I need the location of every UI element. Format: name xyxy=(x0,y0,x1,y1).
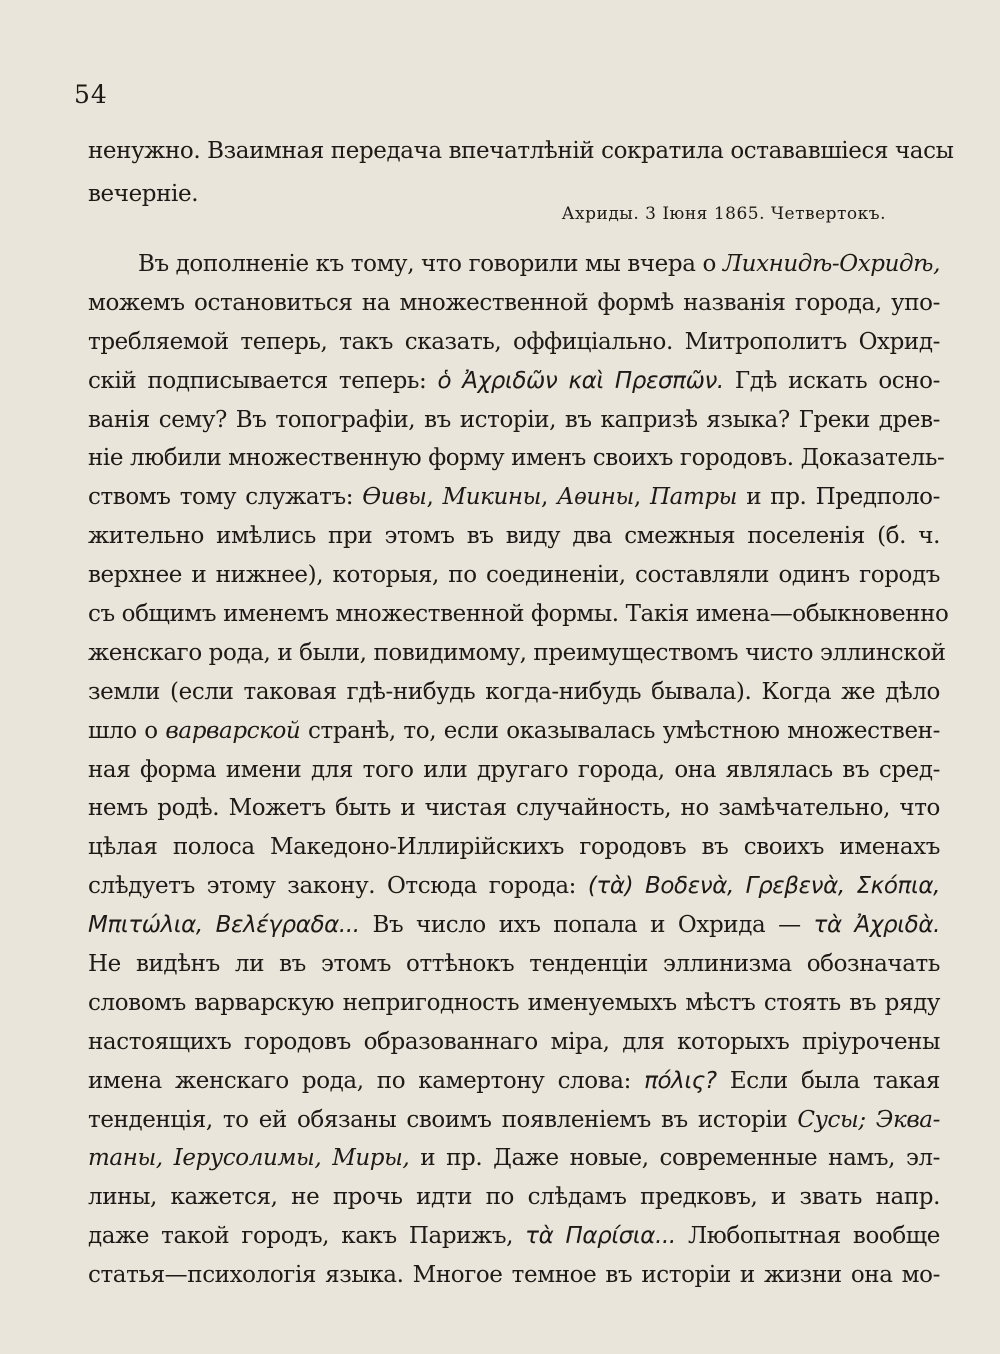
text-line xyxy=(88,634,946,673)
text-line xyxy=(88,284,940,323)
italic-text: Ѳивы xyxy=(362,484,427,511)
text-run: , xyxy=(426,484,443,511)
text-line xyxy=(88,945,940,984)
text-line xyxy=(88,1256,940,1295)
text-line xyxy=(88,751,940,790)
text-run: Въ дополненiе къ тому, что говорили мы вчера о xyxy=(138,251,723,277)
text-run: Не видѣнъ ли въ этомъ оттѣнокъ тенденцiи эллинизма обозначать xyxy=(88,951,940,978)
main-paragraph xyxy=(88,245,949,1295)
text-run: земли (если таковая гдѣ-нибудь когда-нибудь бывала). Когда же дѣло xyxy=(88,678,940,705)
text-line xyxy=(88,867,940,906)
text-run: , xyxy=(540,484,558,511)
text-run: цѣлая полоса Македоно-Иллирiйскихъ городовъ въ своихъ именахъ xyxy=(88,834,940,861)
text-line xyxy=(88,245,940,284)
text-run: даже такой городъ, какъ Парижъ, xyxy=(88,1223,526,1250)
italic-text: таны, Iерусолимы, Миры, xyxy=(88,1145,410,1172)
text-run: нiе любили множественную форму именъ своихъ городовъ. Доказатель- xyxy=(88,445,945,472)
italic-text: Микины xyxy=(442,484,541,511)
greek-text: πόλις? xyxy=(644,1067,717,1094)
page-number: 54 xyxy=(74,80,108,109)
text-run: и пр. Предполо- xyxy=(737,484,940,511)
text-line xyxy=(88,401,940,440)
text-line xyxy=(88,984,940,1023)
text-line xyxy=(88,323,940,362)
dateline: Ахриды. 3 Iюня 1865. Четвертокъ. xyxy=(561,204,886,224)
text-line xyxy=(88,828,940,867)
text-run: ствомъ тому служатъ: xyxy=(88,484,363,511)
text-line xyxy=(88,1139,940,1178)
text-run: тенденцiя, то ей обязаны своимъ появленiемъ въ исторiи xyxy=(88,1106,798,1133)
text-line xyxy=(88,1217,940,1256)
text-run: верхнее и нижнее), которыя, по соединенiи, составляли одинъ городъ xyxy=(88,562,940,589)
text-run: ная форма имени для того или другаго города, она являлась въ сред- xyxy=(88,756,940,783)
text-run: ненужно. Взаимная передача впечатлѣнiй сократила остававшiеся часы xyxy=(88,138,954,164)
text-run: настоящихъ городовъ образованнаго мiра, для которыхъ прiурочены xyxy=(88,1028,940,1055)
text-run: Любопытная вообще xyxy=(675,1223,941,1250)
italic-text: Сусы; Эква- xyxy=(797,1106,940,1133)
text-run: странѣ, то, если оказывалась умѣстною множествен- xyxy=(300,717,940,744)
greek-text: (τὰ) Βοδενὰ, Γρεβενὰ, Σκόπια, xyxy=(587,873,941,900)
text-line xyxy=(88,1062,940,1101)
italic-text: варварской xyxy=(165,717,301,744)
greek-text: τὰ Παρίσια... xyxy=(525,1223,676,1250)
greek-text: ὁ Ἀχριδῶν καὶ Πρεσπῶν. xyxy=(437,367,724,394)
text-line xyxy=(88,1178,940,1217)
text-line xyxy=(88,439,945,478)
text-line xyxy=(88,517,940,556)
text-run: немъ родѣ. Можетъ быть и чистая случайность, но замѣчательно, что xyxy=(88,795,940,822)
text-line xyxy=(88,906,940,945)
text-run: ванiя сему? Въ топографiи, въ исторiи, въ капризѣ языка? Греки древ- xyxy=(88,406,940,433)
text-run: скiй подписывается теперь: xyxy=(88,367,438,394)
text-line xyxy=(88,1023,940,1062)
text-run: вечернiе. xyxy=(88,181,199,207)
text-run: лины, кажется, не прочь идти по слѣдамъ предковъ, и звать напр. xyxy=(88,1184,940,1211)
text-line xyxy=(88,556,940,595)
text-run: Гдѣ искать осно- xyxy=(723,367,940,394)
text-line xyxy=(88,712,940,751)
text-run: , xyxy=(633,484,650,511)
text-run: словомъ варварскую непригодность именуемыхъ мѣстъ стоять въ ряду xyxy=(88,989,940,1016)
greek-text: Μπιτώλια, Βελέγραδα... xyxy=(88,912,360,939)
text-run: можемъ остановиться на множественной формѣ названiя города, упо- xyxy=(88,289,940,316)
text-line xyxy=(88,789,940,828)
text-run: слѣдуетъ этому закону. Отсюда города: xyxy=(88,873,588,900)
text-run: имена женскаго рода, по камертону слова: xyxy=(88,1067,645,1094)
italic-text: Патры xyxy=(649,484,738,511)
text-run: жительно имѣлись при этомъ въ виду два смежныя поселенiя (б. ч. xyxy=(88,523,940,550)
text-line xyxy=(88,673,940,712)
text-run: и пр. Даже новые, современные намъ, эл- xyxy=(409,1145,941,1172)
text-run: Въ число ихъ попала и Охрида — xyxy=(359,912,814,939)
greek-text: τὰ Ἀχριδὰ. xyxy=(813,912,940,939)
text-line xyxy=(88,362,940,401)
text-run: съ общимъ именемъ множественной формы. Такiя имена—обыкновенно xyxy=(88,601,949,628)
text-run: Если была такая xyxy=(716,1067,941,1094)
text-line xyxy=(88,478,940,517)
text-line xyxy=(88,1101,940,1140)
text-run: женскаго рода, и были, повидимому, преимуществомъ чисто эллинской xyxy=(88,639,946,666)
italic-text: Лихнидѣ-Охридѣ, xyxy=(722,251,940,277)
text-line xyxy=(88,130,954,173)
text-run: требляемой теперь, такъ сказать, оффицiально. Митрополитъ Охрид- xyxy=(88,328,940,355)
text-line xyxy=(88,595,949,634)
text-run: статья—психологiя языка. Многое темное въ исторiи и жизни она мо- xyxy=(88,1262,940,1289)
italic-text: Аѳины xyxy=(557,484,634,511)
text-run: шло о xyxy=(88,717,166,744)
